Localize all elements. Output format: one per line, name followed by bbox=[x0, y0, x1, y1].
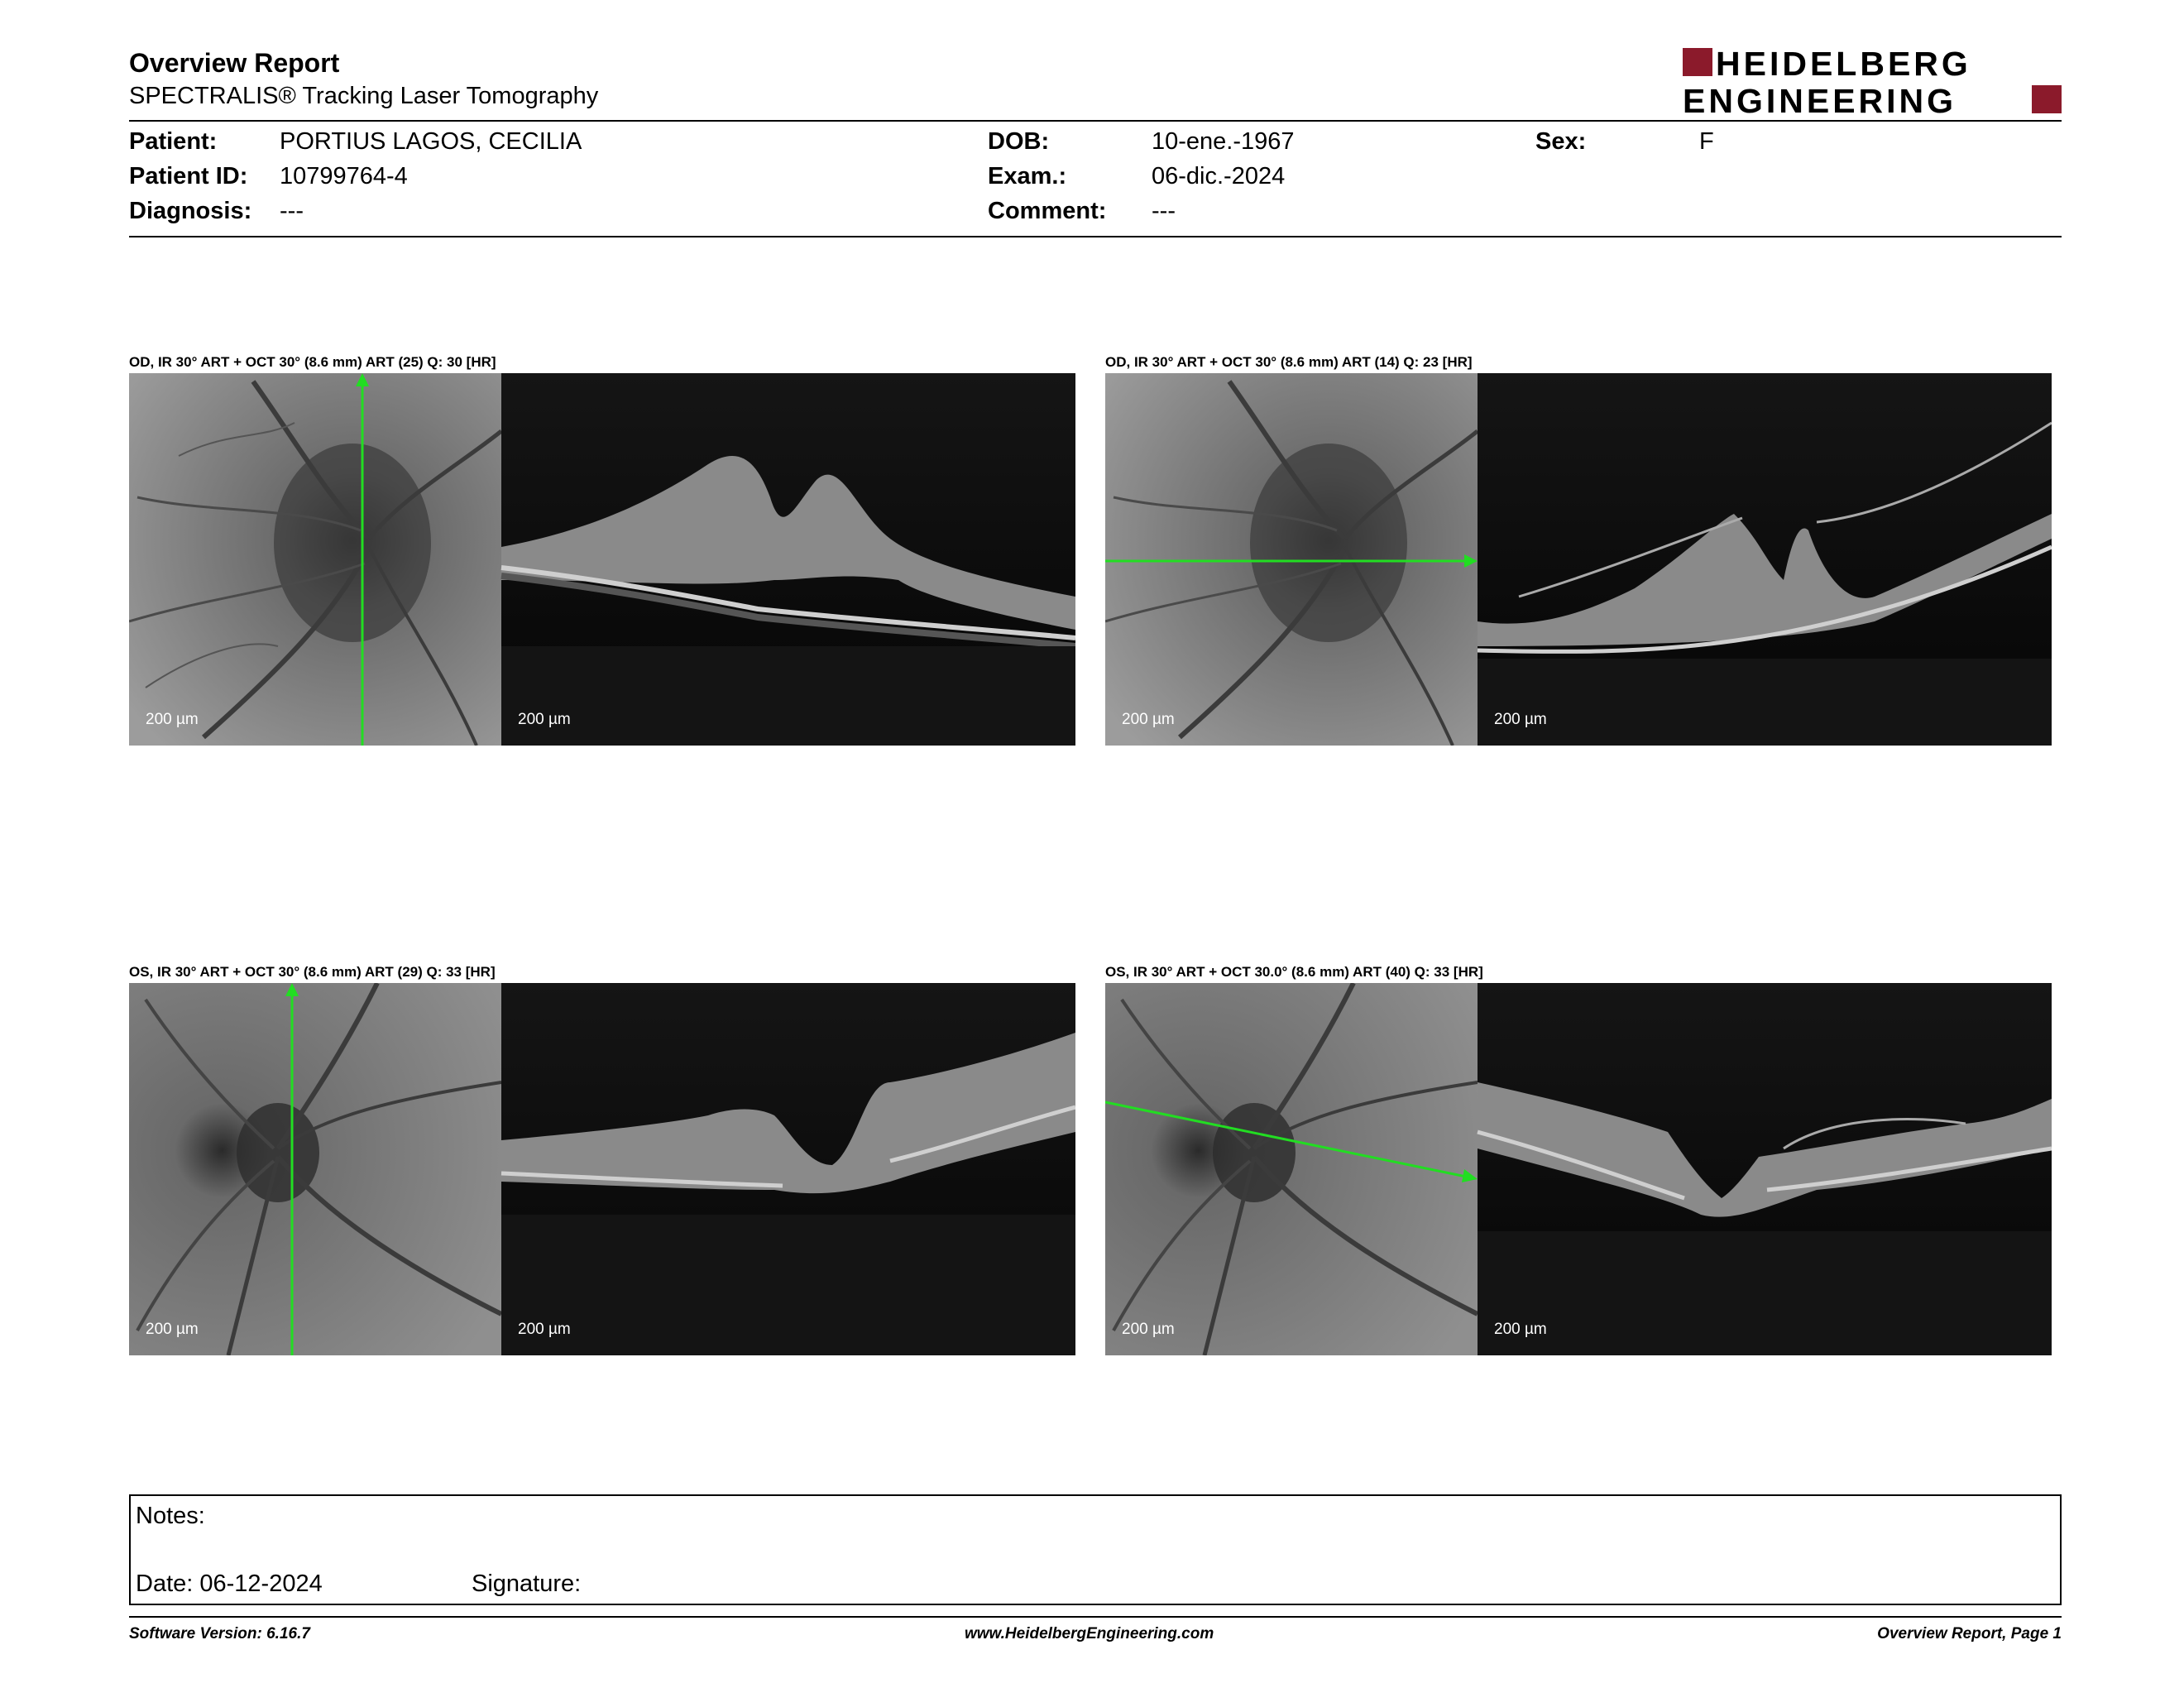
patient-value: PORTIUS LAGOS, CECILIA bbox=[280, 128, 582, 155]
comment-value: --- bbox=[1152, 198, 1176, 224]
scan-panel-os-oblique[interactable] bbox=[1105, 983, 2052, 1355]
oct-scale-label: 200 µm bbox=[518, 711, 571, 728]
oct-bscan-image bbox=[501, 373, 1075, 746]
scan-panel-os-vertical[interactable] bbox=[129, 983, 1075, 1355]
dob-label: DOB: bbox=[988, 128, 1050, 155]
software-version: Software Version: 6.16.7 bbox=[129, 1625, 310, 1642]
oct-scale-label: 200 µm bbox=[1494, 711, 1547, 728]
comment-label: Comment: bbox=[988, 198, 1107, 224]
signature-label: Signature: bbox=[472, 1571, 582, 1597]
report-title: Overview Report bbox=[129, 48, 340, 78]
scan-panel-od-horizontal[interactable] bbox=[1105, 373, 2052, 746]
ir-fundus-image bbox=[129, 373, 501, 746]
scan-panel-od-vertical[interactable] bbox=[129, 373, 1075, 746]
patient-info-divider bbox=[129, 236, 2062, 237]
header-divider bbox=[129, 120, 2062, 122]
scan-caption: OS, IR 30° ART + OCT 30° (8.6 mm) ART (29) Q: 33 [HR] bbox=[129, 964, 496, 980]
exam-value: 06-dic.-2024 bbox=[1152, 163, 1286, 189]
notes-label: Notes: bbox=[136, 1503, 205, 1529]
oct-scale-label: 200 µm bbox=[1494, 1321, 1547, 1338]
oct-bscan-image bbox=[1478, 373, 2052, 746]
ir-scale-label: 200 µm bbox=[1122, 711, 1175, 728]
scan-caption: OD, IR 30° ART + OCT 30° (8.6 mm) ART (14) Q: 23 [HR] bbox=[1105, 354, 1473, 370]
logo-line2: ENGINEERING bbox=[1683, 82, 1957, 117]
patient-id-label: Patient ID: bbox=[129, 163, 248, 189]
logo-line1: HEIDELBERG bbox=[1716, 46, 1971, 83]
website-link[interactable]: www.HeidelbergEngineering.com bbox=[965, 1625, 1214, 1642]
oct-bscan-image bbox=[501, 983, 1075, 1355]
footer-divider bbox=[129, 1616, 2062, 1618]
diagnosis-label: Diagnosis: bbox=[129, 198, 252, 224]
ir-fundus-image bbox=[1105, 373, 1478, 746]
ir-scale-label: 200 µm bbox=[146, 1321, 199, 1338]
heidelberg-logo bbox=[1683, 46, 2062, 117]
notes-box[interactable] bbox=[129, 1494, 2062, 1605]
patient-label: Patient: bbox=[129, 128, 218, 155]
exam-label: Exam.: bbox=[988, 163, 1067, 189]
page-label: Overview Report, Page 1 bbox=[1877, 1625, 2062, 1642]
oct-scale-label: 200 µm bbox=[518, 1321, 571, 1338]
ir-fundus-image bbox=[129, 983, 501, 1355]
date-label: Date: 06-12-2024 bbox=[136, 1571, 323, 1597]
ir-scale-label: 200 µm bbox=[146, 711, 199, 728]
scan-caption: OD, IR 30° ART + OCT 30° (8.6 mm) ART (25) Q: 30 [HR] bbox=[129, 354, 496, 370]
report-subtitle: SPECTRALIS® Tracking Laser Tomography bbox=[129, 83, 599, 109]
ir-scale-label: 200 µm bbox=[1122, 1321, 1175, 1338]
dob-value: 10-ene.-1967 bbox=[1152, 128, 1295, 155]
diagnosis-value: --- bbox=[280, 198, 304, 224]
ir-fundus-image bbox=[1105, 983, 1478, 1355]
scan-caption: OS, IR 30° ART + OCT 30.0° (8.6 mm) ART (40) Q: 33 [HR] bbox=[1105, 964, 1483, 980]
oct-bscan-image bbox=[1478, 983, 2052, 1355]
sex-value: F bbox=[1699, 128, 1714, 155]
patient-id-value: 10799764-4 bbox=[280, 163, 408, 189]
sex-label: Sex: bbox=[1535, 128, 1587, 155]
